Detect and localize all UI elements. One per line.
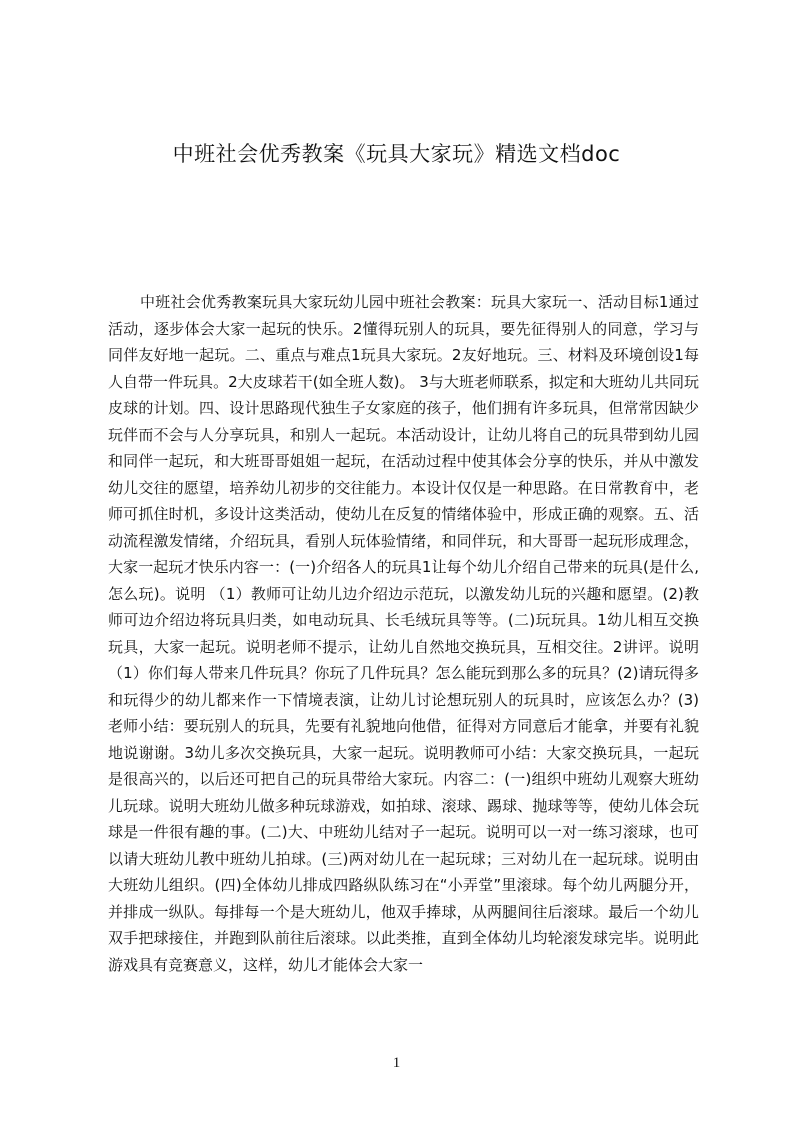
page-number: 1: [392, 1055, 401, 1071]
document-title: 中班社会优秀教案《玩具大家玩》精选文档doc: [172, 142, 621, 166]
document-body-paragraph: 中班社会优秀教案玩具大家玩幼儿园中班社会教案：玩具大家玩一、活动目标1通过活动，逐步体会大家一起玩的快乐。2懂得玩别人的玩具，要先征得别人的同意，学习与同伴友好地一起玩。二、重点与难点1玩具大家玩。2友好地玩。三、材料及环境创设1每人自带一件玩具。2大皮球若干(如全班人数)。 3与大班老师联系，拟定和大班幼儿共同玩皮球的计划。四、设计思路现代独生子女家庭的孩子，他们拥有许多玩具，但常常因缺少玩伴而不会与人分享玩具，和别人一起玩。本活动设计，让幼儿将自己的玩具带到幼儿园和同伴一起玩，和大班哥哥姐姐一起玩，在活动过程中使其体会分享的快乐，并从中激发幼儿交往的愿望，培养幼儿初步的交往能力。本设计仅仅是一种思路。在日常教育中，老师可抓住时机，多设计这类活动，使幼儿在反复的情绪体验中，形成正确的观察。五、活动流程激发情绪，介绍玩具，看别人玩体验情绪，和同伴玩，和大哥哥一起玩形成理念，大家一起玩才快乐内容一：(一)介绍各人的玩具1让每个幼儿介绍自己带来的玩具(是什么,怎么玩)。说明 （1）教师可让幼儿边介绍边示范玩，以激发幼儿玩的兴趣和愿望。(2)教师可边介绍边将玩具归类，如电动玩具、长毛绒玩具等等。(二)玩玩具。1幼儿相互交换玩具，大家一起玩。说明老师不提示，让幼儿自然地交换玩具，互相交往。2讲评。说明（1）你们每人带来几件玩具？你玩了几件玩具？怎么能玩到那么多的玩具？(2)请玩得多和玩得少的幼儿都来作一下情境表演，让幼儿讨论想玩别人的玩具时，应该怎么办？(3)老师小结：要玩别人的玩具，先要有礼貌地向他借，征得对方同意后才能拿，并要有礼貌地说谢谢。3幼儿多次交换玩具，大家一起玩。说明教师可小结：大家交换玩具，一起玩是很高兴的，以后还可把自己的玩具带给大家玩。内容二：(一)组织中班幼儿观察大班幼儿玩球。说明大班幼儿做多种玩球游戏，如拍球、滚球、踢球、抛球等等，使幼儿体会玩球是一件很有趣的事。(二)大、中班幼儿结对子一起玩。说明可以一对一练习滚球，也可以请大班幼儿教中班幼儿拍球。(三)两对幼儿在一起玩球；三对幼儿在一起玩球。说明由大班幼儿组织。(四)全体幼儿排成四路纵队练习在“小弄堂”里滚球。每个幼儿两腿分开，并排成一纵队。每排每一个是大班幼儿，他双手捧球，从两腿间往后滚球。最后一个幼儿双手把球接住，并跑到队前往后滚球。以此类推，直到全体幼儿均轮滚发球完毕。说明此游戏具有竞赛意义，这样，幼儿才能体会大家一: [108, 293, 699, 974]
